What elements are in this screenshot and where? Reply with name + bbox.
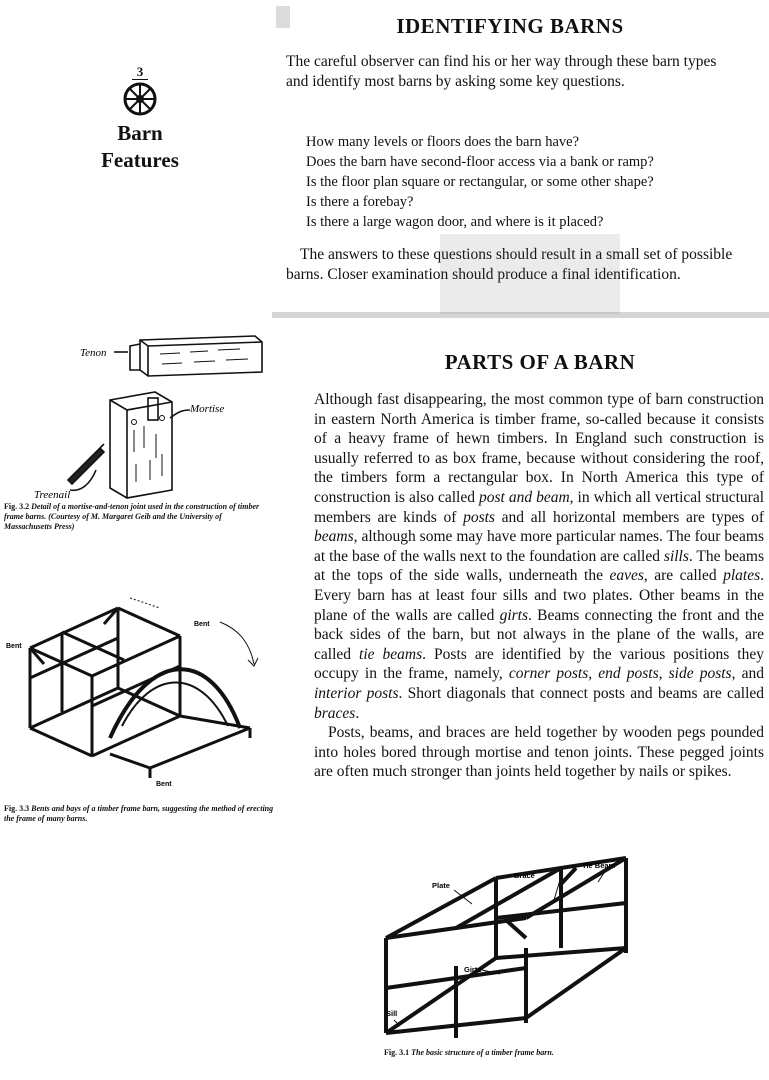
bent-label-left: Bent	[6, 643, 22, 650]
wagon-wheel-icon	[123, 82, 157, 116]
sill-label: Sill	[386, 1009, 398, 1018]
girts-label: Girts	[464, 965, 482, 974]
fig-caption-text: The basic structure of a timber frame barn.	[411, 1048, 554, 1057]
fig-caption-text: Detail of a mortise-and-tenon joint used in the construction of timber frame barns. (Courtesy of M. Margaret Geib and the University of Massachusetts Press)	[4, 502, 260, 531]
question-item: Does the barn have second-floor access via a bank or ramp?	[306, 154, 654, 170]
parts-paragraph-1	[314, 390, 764, 723]
text-run: Although fast disappearing, the most common type of barn construction in eastern North America is timber frame, so-called because it consists of a heavy frame of hewn timbers. In England such construction is usually referred to as box frame, because without considering the roof, the timbers form a rectangular box. In North America this type of construction is also called	[314, 391, 764, 506]
term-sills: sills	[663, 547, 689, 565]
text-run: . Posts are identified by the various positions they occupy in the frame, namely,	[314, 645, 764, 683]
question-item: Is there a forebay?	[306, 194, 414, 210]
term-post-and-beam: post and beam	[478, 488, 570, 506]
parts-body	[314, 390, 764, 782]
timber-frame-structure-figure	[376, 848, 640, 1048]
scan-smudge	[272, 312, 769, 318]
identifying-answers-paragraph: The answers to these questions should result in a small set of possible barns. Closer examination should produce a final identification.	[286, 246, 733, 283]
plate-label: Plate	[432, 881, 450, 890]
text-run: and	[735, 665, 764, 683]
mortise-label: Mortise	[190, 403, 225, 415]
bent-label-top: Bent	[194, 621, 210, 628]
scan-smudge	[440, 234, 620, 314]
fig-3-2-caption	[4, 502, 262, 532]
fig-3-1-caption	[384, 1048, 644, 1058]
chapter-title	[95, 120, 185, 174]
parts-paragraph-2: Posts, beams, and braces are held together by wooden pegs pounded into holes bored through mortise and tenon joints. These pegged joints are often much stronger than joints held together by nails or spikes.	[314, 724, 764, 781]
term-braces: braces	[314, 704, 356, 722]
term-tie-beams: tie beams	[359, 645, 423, 663]
text-run: , in which all vertical structural members are kinds of	[314, 488, 764, 526]
tenon-label: Tenon	[80, 347, 107, 359]
chapter-title-line2: Features	[101, 148, 179, 172]
text-run: .	[355, 704, 360, 722]
fig-number: Fig. 3.3	[4, 804, 30, 813]
text-run: and all horizontal members are types of	[494, 508, 764, 526]
identifying-barns-heading: IDENTIFYING BARNS	[396, 14, 624, 38]
term-eaves: eaves	[609, 567, 644, 585]
text-run: . Beams connecting the front and the back sides of the barn, but not always in the plane of the walls, are called	[314, 606, 764, 663]
scan-smudge	[276, 6, 290, 28]
term-interior-posts: interior posts	[314, 684, 399, 702]
fig-caption-text: Bents and bays of a timber frame barn, suggesting the method of erecting the frame of many barns.	[4, 804, 274, 823]
fig-3-3-caption	[4, 804, 284, 824]
parts-of-a-barn-heading: PARTS OF A BARN	[444, 350, 636, 374]
chapter-marker	[95, 64, 185, 174]
chapter-number: 3	[132, 64, 148, 80]
term-plates: plates	[723, 567, 761, 585]
mortise-tenon-figure	[30, 330, 270, 500]
fig-number: Fig. 3.1	[384, 1048, 410, 1057]
text-run: . The beams at the tops of the side walls, underneath the	[314, 547, 765, 585]
key-questions-list	[306, 132, 746, 232]
brace-label: Brace	[514, 871, 535, 880]
bent-label-bottom: Bent	[156, 781, 172, 788]
bents-and-bays-figure	[0, 578, 278, 793]
text-run: , are called	[643, 567, 724, 585]
chapter-title-line1: Barn	[117, 121, 163, 145]
question-item: Is there a large wagon door, and where is it placed?	[306, 214, 604, 230]
question-item: How many levels or floors does the barn have?	[306, 134, 580, 150]
tie-beam-label: Tie Beam	[582, 861, 616, 870]
question-item: Is the floor plan square or rectangular, or some other shape?	[306, 174, 654, 190]
term-beams: beams	[314, 528, 354, 546]
text-run: . Short diagonals that connect posts and beams are called	[398, 684, 765, 702]
term-posts: posts	[463, 508, 495, 526]
term-post-types: corner posts, end posts, side posts,	[508, 665, 736, 683]
identifying-intro-paragraph: The careful observer can find his or her way through these barn types and identify most barns by asking some key questions.	[286, 53, 717, 90]
treenail-label: Treenail	[34, 489, 71, 500]
text-run: . Every barn has at least four sills and two plates. Other beams in the plane of the walls are called	[314, 567, 764, 624]
term-girts: girts	[499, 606, 529, 624]
text-run: , although some may have more particular names. The four beams at the base of the walls next to the foundation are called	[314, 528, 764, 565]
fig-number: Fig. 3.2	[4, 502, 30, 511]
